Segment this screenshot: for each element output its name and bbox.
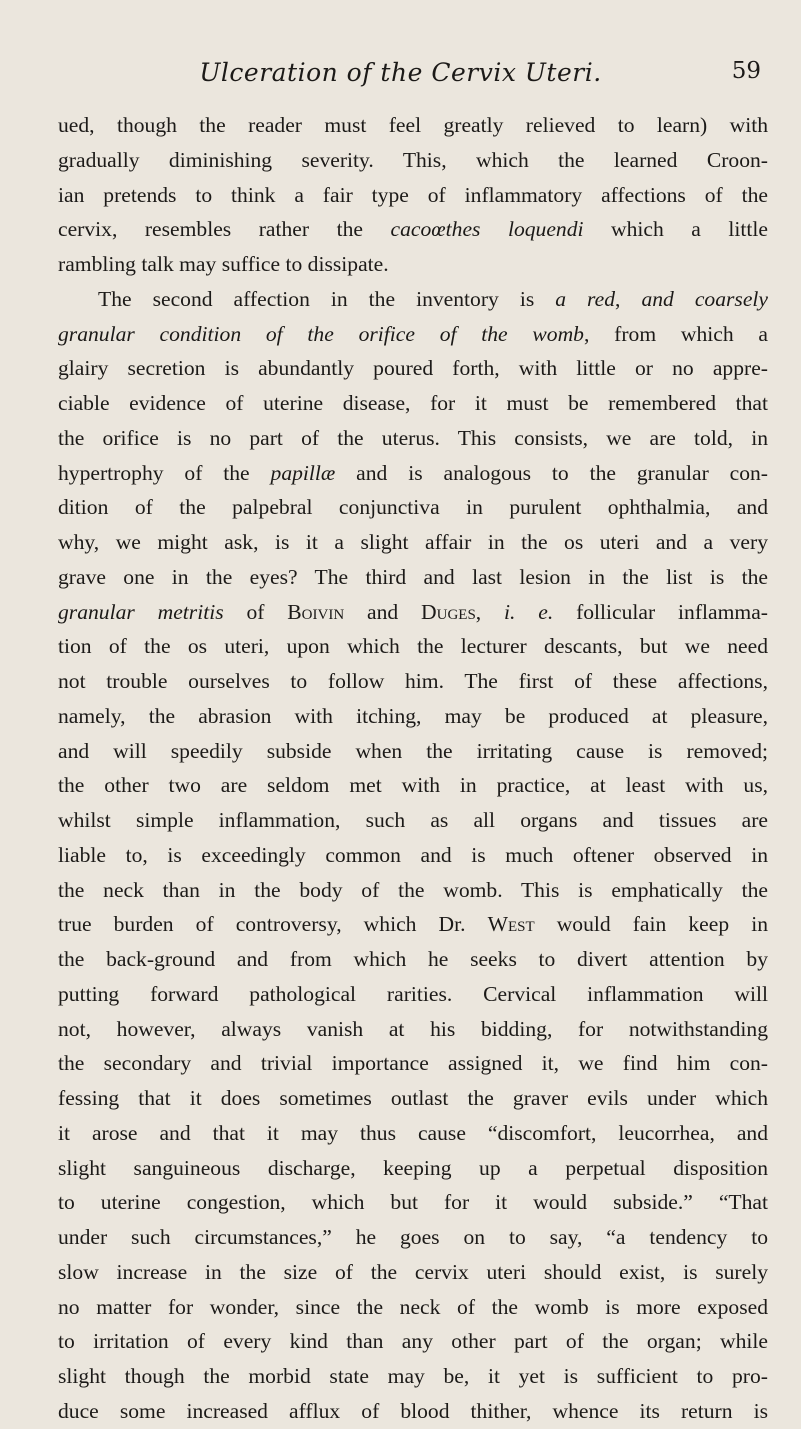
italic-text: i. e.: [504, 599, 554, 624]
text-line: [58, 490, 768, 525]
text-run: fessing that it does sometimes outlast the graver evils under which: [58, 1086, 768, 1110]
text-run: ,: [615, 286, 642, 311]
text-line: [58, 907, 768, 942]
text-run: the secondary and trivial importance assigned it, we find him con-: [58, 1051, 768, 1076]
text-run: The second affection in the inventory is: [98, 286, 556, 311]
text-run: rambling talk may suffice to dissipate.: [58, 252, 389, 276]
text-line: [58, 664, 768, 699]
text-run: hypertrophy of the: [58, 460, 271, 485]
text-line: [58, 1290, 768, 1325]
text-run: ciable evidence of uterine disease, for it must be remembered that: [58, 391, 768, 415]
text-run: slight sanguineous discharge, keeping up a perpetual disposition: [58, 1155, 768, 1180]
text-line: [58, 1394, 768, 1429]
text-run: dition of the palpebral conjunctiva in purulent ophthalmia, and: [58, 495, 768, 520]
text-run: no matter for wonder, since the neck of the womb is more exposed: [58, 1294, 768, 1319]
text-run: gradually diminishing severity. This, which the learned Croon-: [58, 147, 768, 172]
text-run: which a little: [583, 217, 768, 242]
text-line: [58, 734, 768, 769]
text-line: [58, 803, 768, 838]
text-run: would fain keep in: [534, 912, 768, 937]
text-line: [58, 108, 768, 143]
text-line: [58, 317, 768, 352]
text-run: , from which a: [583, 321, 768, 346]
text-line: [58, 456, 768, 491]
text-line: [58, 1185, 768, 1220]
text-line: [58, 838, 768, 873]
italic-text: granular condition of the orifice of the womb: [58, 321, 584, 346]
text-run: not, however, always vanish at his bidding, for notwithstanding: [58, 1016, 768, 1041]
italic-text: cacoœthes loquendi: [390, 217, 584, 242]
text-line: [58, 1255, 768, 1290]
text-line: [58, 212, 768, 247]
text-run: ian pretends to think a fair type of inflammatory affections of the: [58, 182, 768, 207]
text-run: the back-ground and from which he seeks to divert attention by: [58, 947, 768, 971]
text-run: and is analogous to the granular con-: [335, 460, 768, 485]
text-line: [58, 1359, 768, 1394]
page-number: 59: [731, 58, 761, 84]
text-line: [58, 247, 768, 282]
text-run: follicular inflamma-: [553, 599, 768, 624]
text-run: not trouble ourselves to follow him. The first of these affections,: [58, 669, 768, 693]
text-run: it arose and that it may thus cause “discomfort, leucorrhea, and: [58, 1120, 768, 1145]
text-run: cervix, resembles rather the: [58, 217, 391, 242]
text-run: tion of the os uteri, upon which the lecturer descants, but we need: [58, 634, 768, 659]
italic-text: papillæ: [270, 460, 336, 485]
text-line: [58, 1081, 768, 1116]
page-header: [0, 58, 801, 98]
text-run: slight though the morbid state may be, it yet is sufficient to pro-: [58, 1364, 768, 1388]
text-run: and: [344, 599, 422, 624]
small-caps-name: West: [487, 912, 535, 937]
text-line: [58, 178, 768, 213]
text-line: [58, 942, 768, 977]
text-run: and will speedily subside when the irritating cause is removed;: [58, 738, 768, 763]
text-line: [58, 1046, 768, 1081]
text-line: [58, 525, 768, 560]
text-run: glairy secretion is abundantly poured forth, with little or no appre-: [58, 356, 768, 381]
text-line: [58, 595, 768, 630]
text-run: the other two are seldom met with in practice, at least with us,: [58, 773, 768, 798]
text-run: whilst simple inflammation, such as all organs and tissues are: [58, 808, 768, 832]
italic-text: granular metritis: [58, 599, 224, 624]
text-line: [58, 386, 768, 421]
body-text: [58, 108, 768, 1429]
text-run: to irritation of every kind than any other part of the organ; while: [58, 1329, 768, 1354]
small-caps-name: Duges: [421, 599, 476, 624]
text-run: true burden of controversy, which Dr.: [58, 912, 488, 937]
text-line: [58, 629, 768, 664]
text-line: [58, 560, 768, 595]
text-line: [58, 1116, 768, 1151]
text-run: ,: [475, 599, 505, 624]
text-run: the orifice is no part of the uterus. This consists, we are told, in: [58, 425, 768, 450]
text-run: to uterine congestion, which but for it would subside.” “That: [58, 1190, 768, 1215]
text-line: [58, 282, 768, 317]
text-run: grave one in the eyes? The third and last lesion in the list is the: [58, 564, 768, 589]
text-run: putting forward pathological rarities. Cervical inflammation will: [58, 981, 768, 1006]
text-run: liable to, is exceedingly common and is much oftener observed in: [58, 842, 768, 867]
text-line: [58, 351, 768, 386]
text-run: the neck than in the body of the womb. This is emphatically the: [58, 877, 768, 902]
text-run: why, we might ask, is it a slight affair in the os uteri and a very: [58, 530, 768, 554]
text-run: under such circumstances,” he goes on to say, “a tendency to: [58, 1225, 768, 1249]
text-line: [58, 421, 768, 456]
text-line: [58, 1151, 768, 1186]
text-run: slow increase in the size of the cervix uteri should exist, is surely: [58, 1259, 768, 1284]
running-title: Ulceration of the Cervix Uteri.: [199, 58, 602, 87]
small-caps-name: Boivin: [287, 599, 345, 624]
text-line: [58, 1324, 768, 1359]
text-line: [58, 1220, 768, 1255]
italic-text: and coarsely: [641, 286, 769, 311]
text-line: [58, 699, 768, 734]
text-line: [58, 873, 768, 908]
text-line: [58, 768, 768, 803]
text-run: ued, though the reader must feel greatly relieved to learn) with: [58, 113, 768, 137]
text-run: of: [223, 599, 288, 624]
text-run: duce some increased afflux of blood thither, whence its return is: [58, 1398, 768, 1423]
text-line: [58, 143, 768, 178]
text-line: [58, 977, 768, 1012]
italic-text: a red: [555, 286, 616, 311]
text-run: namely, the abrasion with itching, may be produced at pleasure,: [58, 703, 768, 728]
text-line: [58, 1012, 768, 1047]
